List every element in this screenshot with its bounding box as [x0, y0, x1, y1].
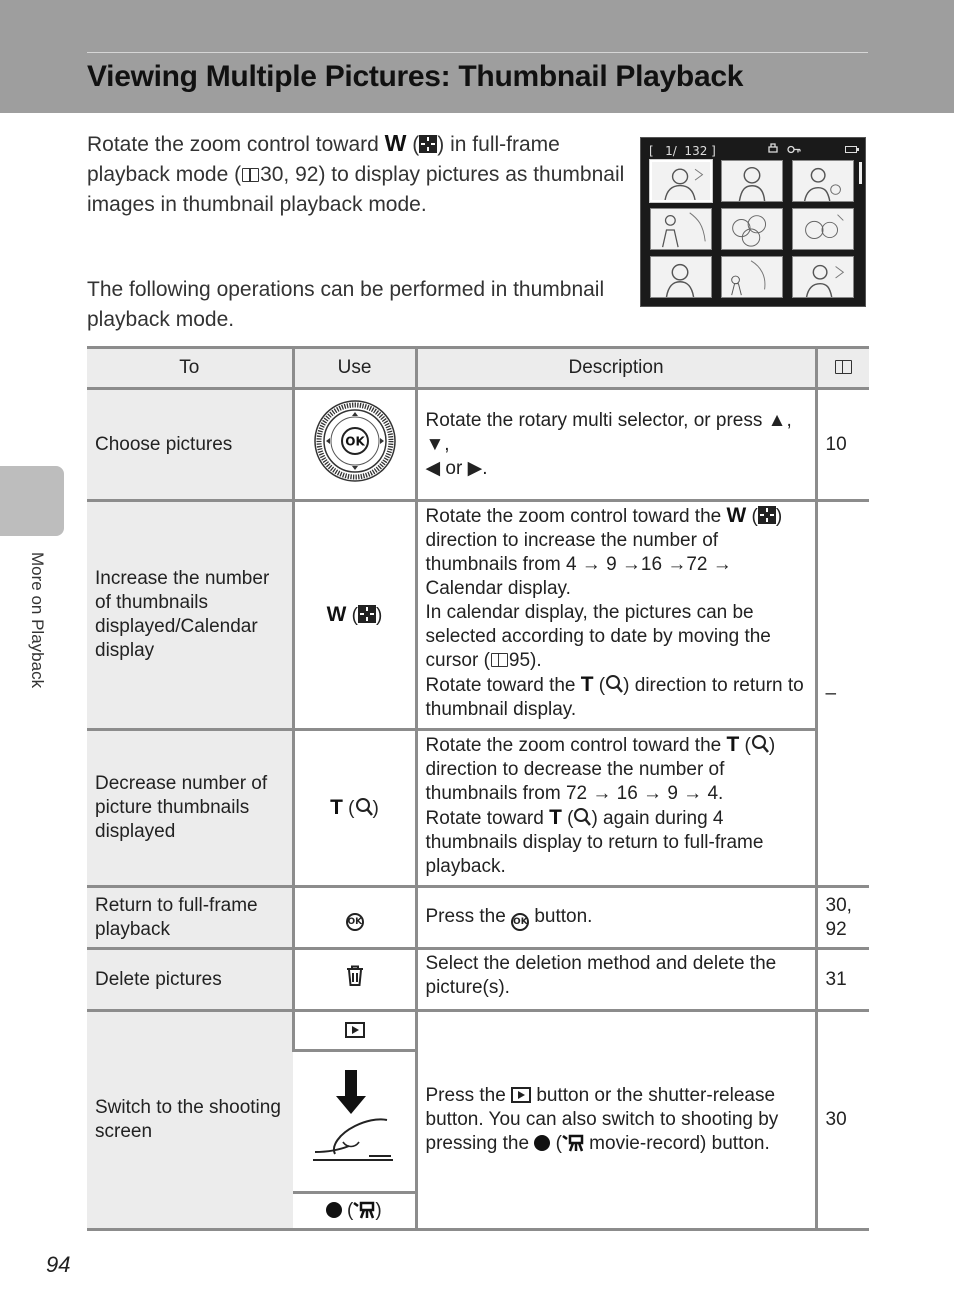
row-description: Select the deletion method and delete the picture(s).	[416, 949, 816, 1011]
row-use	[293, 1051, 416, 1193]
row-to: Return to full-frame playback	[87, 887, 293, 949]
ok-button-icon: OK	[511, 913, 529, 931]
intro-paragraph: Rotate the zoom control toward W ( ) in full-frame playback mode ( 30, 92) to display pictures as thumbnail images in thumbnail playback mode.	[87, 130, 625, 216]
thumbnail-7	[650, 256, 712, 298]
table-row	[87, 887, 869, 949]
table-row	[87, 389, 869, 501]
svg-text:OK: OK	[344, 434, 365, 449]
thumbnail-grid	[650, 160, 854, 302]
trash-icon	[346, 965, 364, 987]
record-dot-icon	[326, 1202, 342, 1218]
row-use	[293, 949, 416, 1011]
row-use	[293, 389, 416, 501]
row-description: Rotate the zoom control toward the T ( ) direction to decrease the number of thumbnails from 72 → 16 → 9 → 4. Rotate toward T ( ) again during 4 thumbnails display to return to full-frame playback.	[416, 730, 816, 887]
page-title: Viewing Multiple Pictures: Thumbnail Playback	[87, 60, 744, 93]
w-letter: W	[384, 130, 407, 156]
row-reference: –	[816, 501, 869, 887]
row-description: Rotate the zoom control toward the W ( ) direction to increase the number of thumbnails from 4 → 9 →16 →72 → Calendar display. In calendar display, the pictures can be selected according to date by moving the cursor ( 95). Rotate toward the T ( ) direction to return to thumbnail display.	[416, 501, 816, 730]
operations-intro: The following operations can be performed in thumbnail playback mode.	[87, 278, 605, 331]
row-reference: 31	[816, 949, 869, 1011]
print-order-icon	[767, 143, 779, 155]
thumbnail-9	[792, 256, 854, 298]
thumbnail-5	[721, 208, 783, 250]
t-letter: T	[330, 795, 343, 819]
row-use: T ( )	[293, 730, 416, 887]
header-use: Use	[293, 348, 416, 389]
w-letter: W	[326, 602, 347, 626]
thumbnail-grid-icon	[758, 506, 776, 524]
page-number: 94	[46, 1252, 71, 1277]
frame-counter: [ 1/ 132 ]	[649, 144, 716, 158]
row-description: Rotate the rotary multi selector, or press ▲, ▼, ◀ or ▶.	[416, 389, 816, 501]
section-label: More on Playback	[28, 552, 47, 689]
row-use	[293, 1011, 416, 1051]
row-description: Press the button or the shutter-release button. You can also switch to shooting by pressing the ( movie-record) button.	[416, 1011, 816, 1230]
thumbnail-6	[792, 208, 854, 250]
movie-camera-icon	[562, 1134, 584, 1152]
row-to: Increase the number of thumbnails displayed/Calendar display	[87, 501, 293, 730]
row-to: Delete pictures	[87, 949, 293, 1011]
thumbnail-4	[650, 208, 712, 250]
row-reference: 30, 92	[816, 887, 869, 949]
record-dot-icon	[534, 1135, 550, 1151]
battery-icon	[845, 146, 857, 153]
book-reference-icon	[835, 360, 852, 374]
header-band	[0, 0, 954, 113]
header-rule	[87, 52, 868, 53]
book-reference-icon	[242, 168, 259, 182]
header-to: To	[87, 348, 293, 389]
row-description: Press the OK button.	[416, 887, 816, 949]
header-description: Description	[416, 348, 816, 389]
thumbnail-1	[650, 160, 712, 202]
row-use	[293, 887, 416, 949]
playback-button-icon	[511, 1087, 531, 1103]
row-use: W ( )	[293, 501, 416, 730]
lcd-thumbnail-screen	[640, 137, 866, 307]
header-reference	[816, 348, 869, 389]
thumbnail-3	[792, 160, 854, 202]
shutter-release-press-icon	[309, 1068, 399, 1168]
thumbnail-grid-icon	[419, 135, 437, 153]
operations-table	[87, 346, 869, 1231]
row-reference: 10	[816, 389, 869, 501]
playback-button-icon	[345, 1022, 365, 1038]
zoom-in-icon	[355, 797, 373, 817]
table-row	[87, 730, 869, 887]
thumbnail-grid-icon	[358, 605, 376, 623]
zoom-in-icon	[751, 734, 769, 754]
ok-button-icon: OK	[346, 913, 364, 931]
row-reference: 30	[816, 1011, 869, 1230]
lcd-scrollbar	[859, 162, 862, 184]
row-to: Decrease number of picture thumbnails displayed	[87, 730, 293, 887]
row-to: Switch to the shooting screen	[87, 1011, 293, 1230]
row-use: ( )	[293, 1193, 416, 1230]
book-reference-icon	[491, 653, 508, 667]
rotary-multi-selector-icon	[313, 399, 397, 483]
zoom-in-icon	[605, 674, 623, 694]
zoom-in-icon	[573, 807, 591, 827]
protect-key-icon	[787, 145, 801, 154]
row-to: Choose pictures	[87, 389, 293, 501]
lcd-status-bar	[649, 144, 859, 160]
section-tab	[0, 466, 64, 536]
table-row	[87, 501, 869, 730]
thumbnail-8	[721, 256, 783, 298]
table-row	[87, 949, 869, 1011]
table-row	[87, 1011, 869, 1051]
thumbnail-2	[721, 160, 783, 202]
movie-camera-icon	[353, 1201, 375, 1219]
